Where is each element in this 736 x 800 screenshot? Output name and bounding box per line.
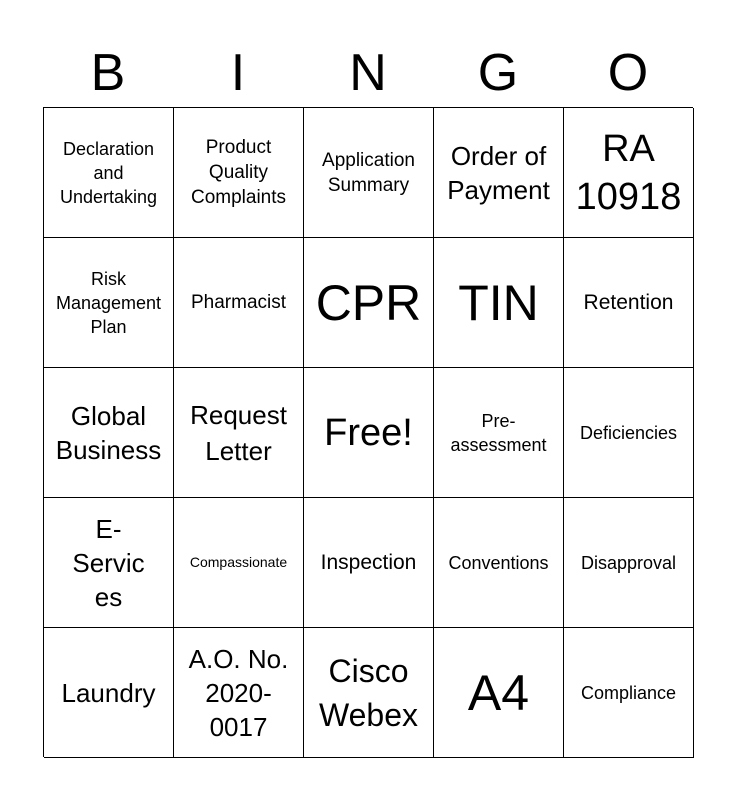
bingo-cell[interactable] <box>44 628 174 758</box>
cell-text: Risk Management Plan <box>55 268 162 337</box>
bingo-cell[interactable] <box>564 238 694 368</box>
cell-text: Pre-assessment <box>450 410 547 455</box>
bingo-cell[interactable] <box>44 368 174 498</box>
bingo-cell[interactable] <box>304 368 434 498</box>
cell-text: Free! <box>324 411 413 454</box>
bingo-cell[interactable] <box>434 108 564 238</box>
cell-text: TIN <box>458 274 539 331</box>
cell-text: Disapproval <box>580 552 677 573</box>
cell-text: CPR <box>315 274 422 331</box>
cell-text: Laundry <box>61 677 156 708</box>
cell-text: Cisco Webex <box>318 652 418 733</box>
bingo-cell[interactable] <box>304 628 434 758</box>
cell-text: RA 10918 <box>575 127 682 218</box>
bingo-cell[interactable] <box>44 238 174 368</box>
bingo-cell[interactable] <box>434 238 564 368</box>
cell-text: Deficiencies <box>579 422 678 443</box>
header-letter-g: G <box>477 44 519 102</box>
bingo-cell[interactable] <box>304 108 434 238</box>
bingo-cell[interactable] <box>174 238 304 368</box>
cell-text: A.O. No. 2020-0017 <box>188 643 289 742</box>
bingo-cell[interactable] <box>44 108 174 238</box>
bingo-cell[interactable] <box>434 498 564 628</box>
cell-text: E-Services <box>72 513 145 612</box>
cell-text: Order of Payment <box>447 140 550 205</box>
bingo-cell[interactable] <box>564 628 694 758</box>
bingo-cell[interactable] <box>174 108 304 238</box>
cell-text: Conventions <box>448 552 549 573</box>
cell-text: Compliance <box>580 682 677 703</box>
header-letter-i: I <box>230 44 246 102</box>
bingo-cell[interactable] <box>304 498 434 628</box>
bingo-cell[interactable] <box>174 498 304 628</box>
bingo-cell[interactable] <box>174 628 304 758</box>
header-letter-n: N <box>349 44 387 102</box>
cell-text: Compassionate <box>189 554 288 570</box>
bingo-cell[interactable] <box>434 628 564 758</box>
cell-text: Global Business <box>55 400 162 465</box>
bingo-grid <box>43 107 693 757</box>
bingo-header <box>43 38 693 108</box>
bingo-cell[interactable] <box>564 498 694 628</box>
bingo-cell[interactable] <box>174 368 304 498</box>
cell-text: Request Letter <box>190 399 287 466</box>
bingo-cell[interactable] <box>304 238 434 368</box>
cell-text: Product Quality Complaints <box>190 137 287 208</box>
cell-text: Retention <box>583 290 674 314</box>
cell-text: Pharmacist <box>190 292 287 313</box>
bingo-cell[interactable] <box>564 108 694 238</box>
header-letter-b: B <box>90 44 126 102</box>
bingo-cell[interactable] <box>564 368 694 498</box>
cell-text: Inspection <box>320 550 417 574</box>
bingo-cell[interactable] <box>434 368 564 498</box>
bingo-cell[interactable] <box>44 498 174 628</box>
header-letter-o: O <box>607 44 649 102</box>
cell-text: Application Summary <box>322 149 415 196</box>
cell-text: A4 <box>467 664 530 721</box>
cell-text: Declaration and Undertaking <box>59 138 158 207</box>
